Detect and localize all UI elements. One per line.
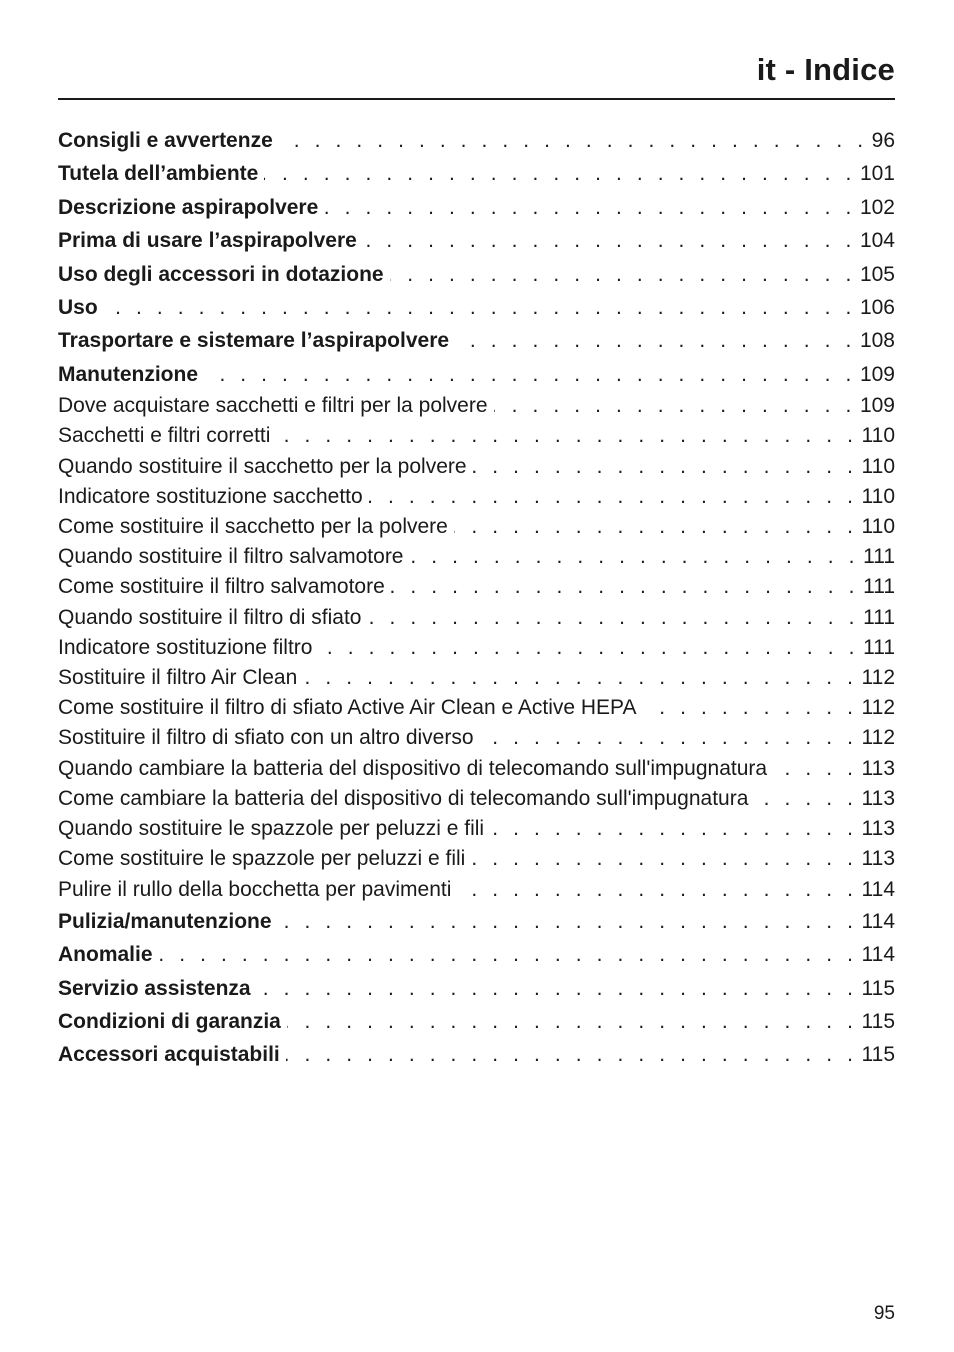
toc-leader-dots	[754, 784, 857, 814]
toc-entry-page: 110	[861, 424, 895, 448]
toc-entry-page: 113	[861, 786, 895, 810]
toc-entry-page: 111	[863, 635, 895, 659]
toc-entry-label: Pulizia/manutenzione	[58, 909, 272, 933]
toc-leader-dots	[457, 875, 857, 905]
toc-entry-page: 110	[861, 454, 895, 478]
toc-entry-page: 109	[859, 394, 895, 418]
toc-entry-label: Tutela dell’ambiente	[58, 162, 259, 186]
toc-entry-label: Quando cambiare la batteria del dispositivo di telecomando sull'impugnatura	[58, 756, 768, 780]
toc-entry-label: Descrizione aspirapolvere	[58, 195, 319, 219]
title-divider	[58, 98, 895, 100]
toc-entry[interactable]	[58, 972, 895, 1005]
toc-leader-dots	[257, 972, 858, 1005]
toc-entry-label: Servizio assistenza	[58, 976, 251, 1000]
toc-leader-dots	[471, 844, 857, 874]
toc-leader-dots	[276, 421, 857, 451]
toc-entry[interactable]	[58, 358, 895, 391]
toc-entry-page: 111	[863, 575, 895, 599]
toc-leader-dots	[390, 258, 856, 291]
toc-entry-page: 114	[861, 909, 895, 933]
toc-entry[interactable]	[58, 542, 895, 572]
toc-entry[interactable]	[58, 784, 895, 814]
toc-entry[interactable]	[58, 663, 895, 693]
toc-leader-dots	[490, 814, 857, 844]
toc-entry-page: 104	[859, 229, 895, 253]
toc-entry[interactable]	[58, 191, 895, 224]
toc-entry[interactable]	[58, 814, 895, 844]
toc-entry[interactable]	[58, 1005, 895, 1038]
toc-entry-page: 106	[859, 296, 895, 320]
toc-entry[interactable]	[58, 124, 895, 157]
toc-leader-dots	[104, 291, 856, 324]
toc-leader-dots	[643, 693, 858, 723]
toc-leader-dots	[286, 1038, 858, 1071]
toc-entry-label: Come sostituire il filtro salvamotore	[58, 575, 385, 599]
toc-entry-label: Come sostituire il sacchetto per la polvere	[58, 515, 448, 539]
toc-entry[interactable]	[58, 452, 895, 482]
toc-entry-page: 113	[861, 756, 895, 780]
toc-leader-dots	[363, 224, 856, 257]
toc-entry-page: 114	[861, 877, 895, 901]
toc-entry[interactable]	[58, 905, 895, 938]
toc-entry-label: Uso degli accessori in dotazione	[58, 262, 384, 286]
toc-entry-label: Consigli e avvertenze	[58, 129, 273, 152]
toc-entry-label: Manutenzione	[58, 362, 198, 386]
toc-entry-label: Quando sostituire le spazzole per peluzzi e fili	[58, 817, 485, 841]
toc-entry-label: Accessori acquistabili	[58, 1043, 280, 1067]
toc-entry[interactable]	[58, 693, 895, 723]
toc-entry-page: 110	[861, 484, 895, 508]
toc-entry[interactable]	[58, 324, 895, 357]
toc-entry-page: 108	[859, 329, 895, 353]
toc-entry-label: Come sostituire il filtro di sfiato Active Air Clean e Active HEPA	[58, 696, 637, 720]
toc-entry-label: Sostituire il filtro Air Clean	[58, 666, 298, 690]
toc-entry-label: Anomalie	[58, 943, 153, 967]
toc-entry[interactable]	[58, 844, 895, 874]
toc-entry-page: 112	[861, 696, 895, 720]
toc-leader-dots	[159, 938, 858, 971]
toc-entry[interactable]	[58, 391, 895, 421]
toc-entry[interactable]	[58, 754, 895, 784]
toc-entry[interactable]	[58, 482, 895, 512]
toc-entry[interactable]	[58, 224, 895, 257]
toc-entry[interactable]	[58, 157, 895, 190]
toc-entry-label: Sostituire il filtro di sfiato con un altro diverso	[58, 726, 474, 750]
toc-entry-page: 112	[861, 726, 895, 750]
toc-leader-dots	[264, 157, 856, 190]
toc-entry[interactable]	[58, 603, 895, 633]
toc-entry-label: Pulire il rullo della bocchetta per pavimenti	[58, 877, 452, 901]
page-number: 95	[873, 1303, 895, 1324]
toc-entry[interactable]	[58, 421, 895, 451]
toc-entry[interactable]	[58, 633, 895, 663]
toc-entry-page: 111	[863, 605, 895, 629]
toc-entry-page: 113	[861, 817, 895, 841]
table-of-contents	[58, 124, 895, 1072]
toc-entry[interactable]	[58, 1038, 895, 1071]
toc-leader-dots	[367, 603, 859, 633]
toc-entry-label: Condizioni di garanzia	[58, 1009, 281, 1033]
toc-leader-dots	[391, 572, 859, 602]
toc-entry[interactable]	[58, 512, 895, 542]
toc-entry-page: 102	[859, 195, 895, 219]
toc-entry-page: 105	[859, 262, 895, 286]
toc-leader-dots	[455, 324, 856, 357]
toc-entry-page: 101	[859, 162, 895, 186]
toc-entry-label: Dove acquistare sacchetti e filtri per la polvere	[58, 394, 488, 418]
toc-entry-page: 110	[861, 515, 895, 539]
toc-leader-dots	[278, 905, 858, 938]
toc-entry[interactable]	[58, 938, 895, 971]
toc-entry-page: 114	[861, 943, 895, 967]
toc-leader-dots	[279, 124, 868, 157]
toc-leader-dots	[773, 754, 857, 784]
toc-leader-dots	[287, 1005, 858, 1038]
toc-entry[interactable]	[58, 723, 895, 753]
toc-entry-page: 115	[861, 1043, 895, 1067]
toc-entry-page: 113	[861, 847, 895, 871]
toc-entry-label: Indicatore sostituzione filtro	[58, 635, 313, 659]
toc-entry-page: 112	[861, 666, 895, 690]
toc-leader-dots	[318, 633, 859, 663]
toc-entry-label: Quando sostituire il sacchetto per la polvere	[58, 454, 467, 478]
toc-entry-page: 96	[871, 129, 895, 152]
toc-entry-page: 115	[861, 1009, 895, 1033]
toc-entry[interactable]	[58, 875, 895, 905]
toc-entry[interactable]	[58, 291, 895, 324]
toc-entry[interactable]	[58, 572, 895, 602]
toc-entry[interactable]	[58, 258, 895, 291]
toc-entry-label: Quando sostituire il filtro di sfiato	[58, 605, 362, 629]
toc-leader-dots	[494, 391, 856, 421]
toc-leader-dots	[480, 723, 858, 753]
toc-leader-dots	[473, 452, 858, 482]
toc-entry-label: Indicatore sostituzione sacchetto	[58, 484, 363, 508]
toc-entry-label: Uso	[58, 296, 98, 320]
toc-entry-label: Come cambiare la batteria del dispositivo di telecomando sull'impugnatura	[58, 786, 749, 810]
toc-leader-dots	[369, 482, 858, 512]
toc-entry-page: 111	[863, 545, 895, 569]
toc-entry-label: Prima di usare l’aspirapolvere	[58, 229, 357, 253]
toc-entry-label: Sacchetti e filtri corretti	[58, 424, 271, 448]
toc-entry-label: Quando sostituire il filtro salvamotore	[58, 545, 404, 569]
toc-leader-dots	[410, 542, 860, 572]
toc-entry-label: Come sostituire le spazzole per peluzzi e fili	[58, 847, 466, 871]
toc-leader-dots	[324, 191, 856, 224]
toc-leader-dots	[303, 663, 857, 693]
toc-entry-page: 115	[861, 976, 895, 1000]
toc-entry-page: 109	[859, 362, 895, 386]
page-title: it - Indice	[756, 52, 895, 87]
toc-leader-dots	[454, 512, 858, 542]
toc-entry-label: Trasportare e sistemare l’aspirapolvere	[58, 329, 450, 353]
toc-leader-dots	[204, 358, 856, 391]
